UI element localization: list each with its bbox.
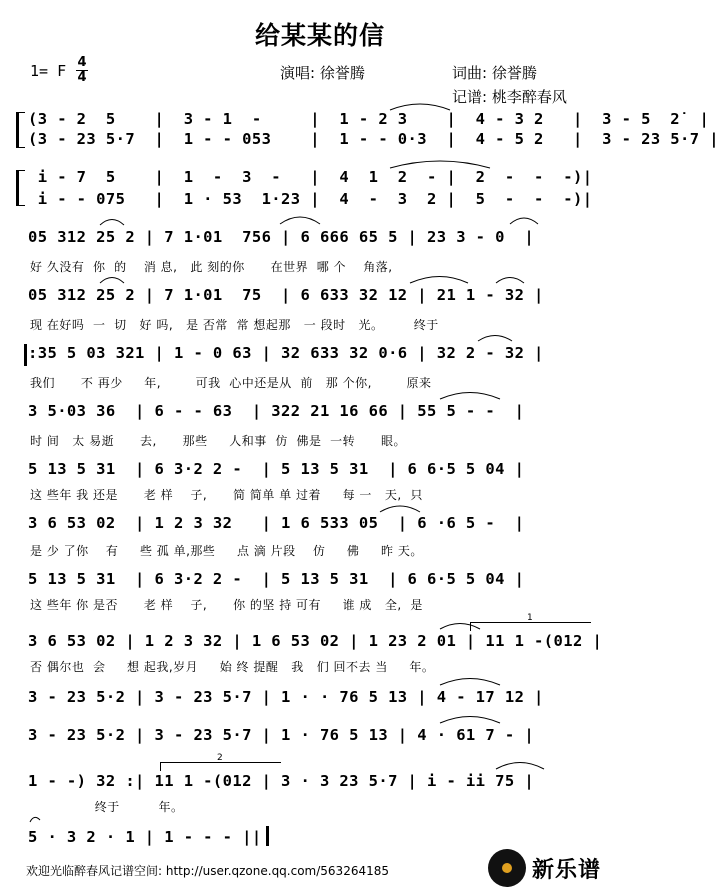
lyric-line-7: 这 些年 你 是否 老 样 子, 你 的坚 持 可有 谁 成 全, 是: [30, 598, 423, 612]
lyric-line-3: 我们 不 再少 年, 可我 心中还是从 前 那 个你, 原来: [30, 376, 432, 390]
final-bar: [266, 826, 271, 846]
notation-row-2: (3 - 23 5·7 | 1 - - 053 | 1 - - 0·3 | 4 - 5 2 | 3 - 23 5·7 |: [28, 130, 719, 148]
lyric-line-8: 否 偶尔也 会 想 起我,岁月 始 终 提醒 我 们 回不去 当 年。: [30, 660, 435, 674]
notation-row-7: :35 5 03 321 | 1 - 0 63 | 32 633 32 0·6 | 32 2 - 32 |: [28, 344, 544, 362]
composer-credit: 词曲: 徐誉腾: [452, 64, 537, 82]
footer-text: 欢迎光临醉春风记谱空间: http://user.qzone.qq.com/563264185: [26, 864, 390, 878]
notation-row-13: 3 - 23 5·2 | 3 - 23 5·7 | 1 · · 76 5 13 | 4 - 17 12 |: [28, 688, 544, 706]
system-brace-1: [16, 112, 25, 148]
notation-row-1: (3 - 2 5 | 3 - 1 - | 1 - 2 3 | 4 - 3 2 | 3 - 5 2̇ |: [28, 110, 710, 128]
lyric-line-9: 终于 年。: [30, 800, 184, 814]
second-ending-bracket: [160, 753, 281, 771]
notation-row-8: 3 5·03 36 | 6 - - 63 | 322 21 16 66 | 55 5 - - |: [28, 402, 525, 420]
time-top: 4: [77, 55, 87, 70]
notation-row-15: 1 - -) 32 :| 11 1 -(012 | 3 · 3 23 5·7 | i - ii 75 |: [28, 772, 535, 790]
notation-row-9: 5 13 5 31 | 6 3·2 2 - | 5 13 5 31 | 6 6·5 5 04 |: [28, 460, 525, 478]
lyric-line-6: 是 少 了你 有 些 孤 单,那些 点 滴 片段 仿 佛 昨 天。: [30, 544, 423, 558]
notation-row-3: i - 7 5 | 1 - 3 - | 4 1 2 - | 2 - - -)|: [28, 168, 593, 186]
record-disc-icon: [488, 849, 526, 887]
first-ending-number: 1: [527, 613, 533, 623]
notation-row-14: 3 - 23 5·2 | 3 - 23 5·7 | 1 · 76 5 13 | 4 · 61 7 - |: [28, 726, 535, 744]
lyric-line-5: 这 些年 我 还是 老 样 子, 简 简单 单 过着 每 一 天, 只: [30, 488, 423, 502]
second-ending-number: 2: [217, 753, 223, 763]
notation-row-12: 3 6 53 02 | 1 2 3 32 | 1 6 53 02 | 1 23 2 01 | 11 1 -(012 |: [28, 632, 603, 650]
lyric-line-2: 现 在好吗 一 切 好 吗, 是 否常 常 想起那 一 段时 光。 终于: [30, 318, 439, 332]
site-logo: [488, 848, 638, 888]
notation-row-11: 5 13 5 31 | 6 3·2 2 - | 5 13 5 31 | 6 6·5 5 04 |: [28, 570, 525, 588]
notation-row-16: 5 · 3 2 · 1 | 1 - - - ||: [28, 828, 262, 846]
song-title: 给某某的信: [254, 21, 385, 50]
notation-row-6: 05 312 25 2 | 7 1·01 75 | 6 633 32 12 | 21 1 - 32 |: [28, 286, 544, 304]
lyric-line-1: 好 久没有 你 的 消 息, 此 刻的你 在世界 哪 个 角落,: [30, 260, 393, 274]
notation-row-5: 05 312 25 2 | 7 1·01 756 | 6 666 65 5 | 23 3 - 0 |: [28, 228, 535, 246]
lyric-line-4: 时 间 太 易逝 去, 那些 人和事 仿 佛是 一转 眼。: [30, 434, 407, 448]
singer-credit: 演唱: 徐誉腾: [280, 64, 365, 82]
system-brace-2: [16, 170, 25, 206]
key-signature: 1= F: [30, 62, 67, 80]
notation-row-4: i - - 075 | 1 · 53 1·23 | 4 - 3 2 | 5 - - -)|: [28, 190, 593, 208]
time-signature: [76, 57, 88, 84]
first-ending-bracket: [470, 613, 591, 631]
time-bottom: 4: [77, 70, 87, 85]
logo-text: 新乐谱: [532, 857, 602, 883]
notation-row-10: 3 6 53 02 | 1 2 3 32 | 1 6 533 05 | 6 ·6 5 - |: [28, 514, 525, 532]
transcriber-credit: 记谱: 桃李醉春风: [452, 88, 567, 106]
